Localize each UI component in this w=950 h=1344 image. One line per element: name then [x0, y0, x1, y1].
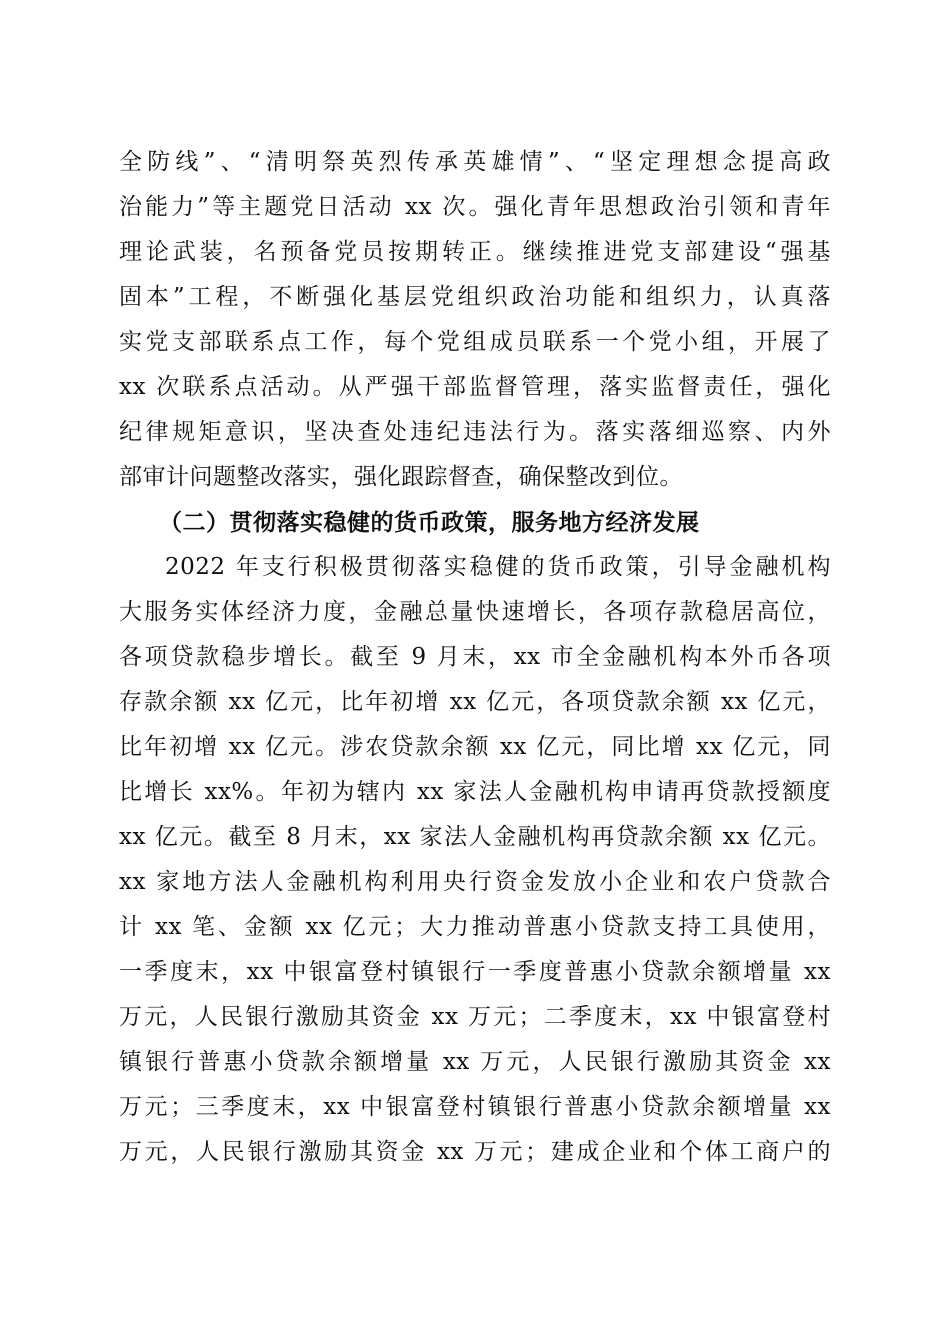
paragraph-2-line: 计 xx 笔、金额 xx 亿元；大力推动普惠小贷款支持工具使用，	[119, 914, 831, 940]
paragraph-1-line: 治能力”等主题党日活动 xx 次。强化青年思想政治引领和青年	[119, 194, 831, 220]
paragraph-2-line: xx 家地方法人金融机构利用央行资金发放小企业和农户贷款合	[119, 869, 831, 895]
paragraph-2-line: 存款余额 xx 亿元，比年初增 xx 亿元，各项贷款余额 xx 亿元，	[119, 689, 831, 715]
paragraph-2-line: 比增长 xx%。年初为辖内 xx 家法人金融机构申请再贷款授额度	[119, 779, 831, 805]
paragraph-2-line: 大服务实体经济力度，金融总量快速增长，各项存款稳居高位，	[119, 599, 831, 625]
section-heading: （二）贯彻落实稳健的货币政策，服务地方经济发展	[159, 509, 700, 536]
paragraph-1-line: 纪律规矩意识，坚决查处违纪违法行为。落实落细巡察、内外	[119, 419, 831, 445]
paragraph-1-line: 全防线”、“清明祭英烈传承英雄情”、“坚定理想念提高政	[119, 149, 831, 175]
paragraph-2-line: 万元；三季度末，xx 中银富登村镇银行普惠小贷款余额增量 xx	[119, 1094, 831, 1120]
paragraph-1-line: 理论武装，名预备党员按期转正。继续推进党支部建设“强基	[119, 239, 831, 265]
document-body	[119, 140, 831, 1175]
paragraph-1-line: xx 次联系点活动。从严强干部监督管理，落实监督责任，强化	[119, 374, 831, 400]
paragraph-1-line: 固本”工程，不断强化基层党组织政治功能和组织力，认真落	[119, 284, 831, 310]
paragraph-2-line: 万元，人民银行激励其资金 xx 万元；建成企业和个体工商户的	[119, 1139, 831, 1165]
paragraph-2-line: 镇银行普惠小贷款余额增量 xx 万元，人民银行激励其资金 xx	[119, 1049, 831, 1075]
paragraph-2-line: 各项贷款稳步增长。截至 9 月末，xx 市全金融机构本外币各项	[119, 644, 831, 670]
paragraph-1-line: 实党支部联系点工作，每个党组成员联系一个党小组，开展了	[119, 329, 831, 355]
paragraph-2-line: 2022 年支行积极贯彻落实稳健的货币政策，引导金融机构	[165, 554, 831, 580]
paragraph-1-line: 部审计问题整改落实，强化跟踪督查，确保整改到位。	[119, 464, 683, 490]
paragraph-2-line: xx 亿元。截至 8 月末，xx 家法人金融机构再贷款余额 xx 亿元。	[119, 824, 831, 850]
paragraph-2-line: 一季度末，xx 中银富登村镇银行一季度普惠小贷款余额增量 xx	[119, 959, 831, 985]
paragraph-2-line: 比年初增 xx 亿元。涉农贷款余额 xx 亿元，同比增 xx 亿元，同	[119, 734, 831, 760]
paragraph-2-line: 万元，人民银行激励其资金 xx 万元；二季度末，xx 中银富登村	[119, 1004, 831, 1030]
